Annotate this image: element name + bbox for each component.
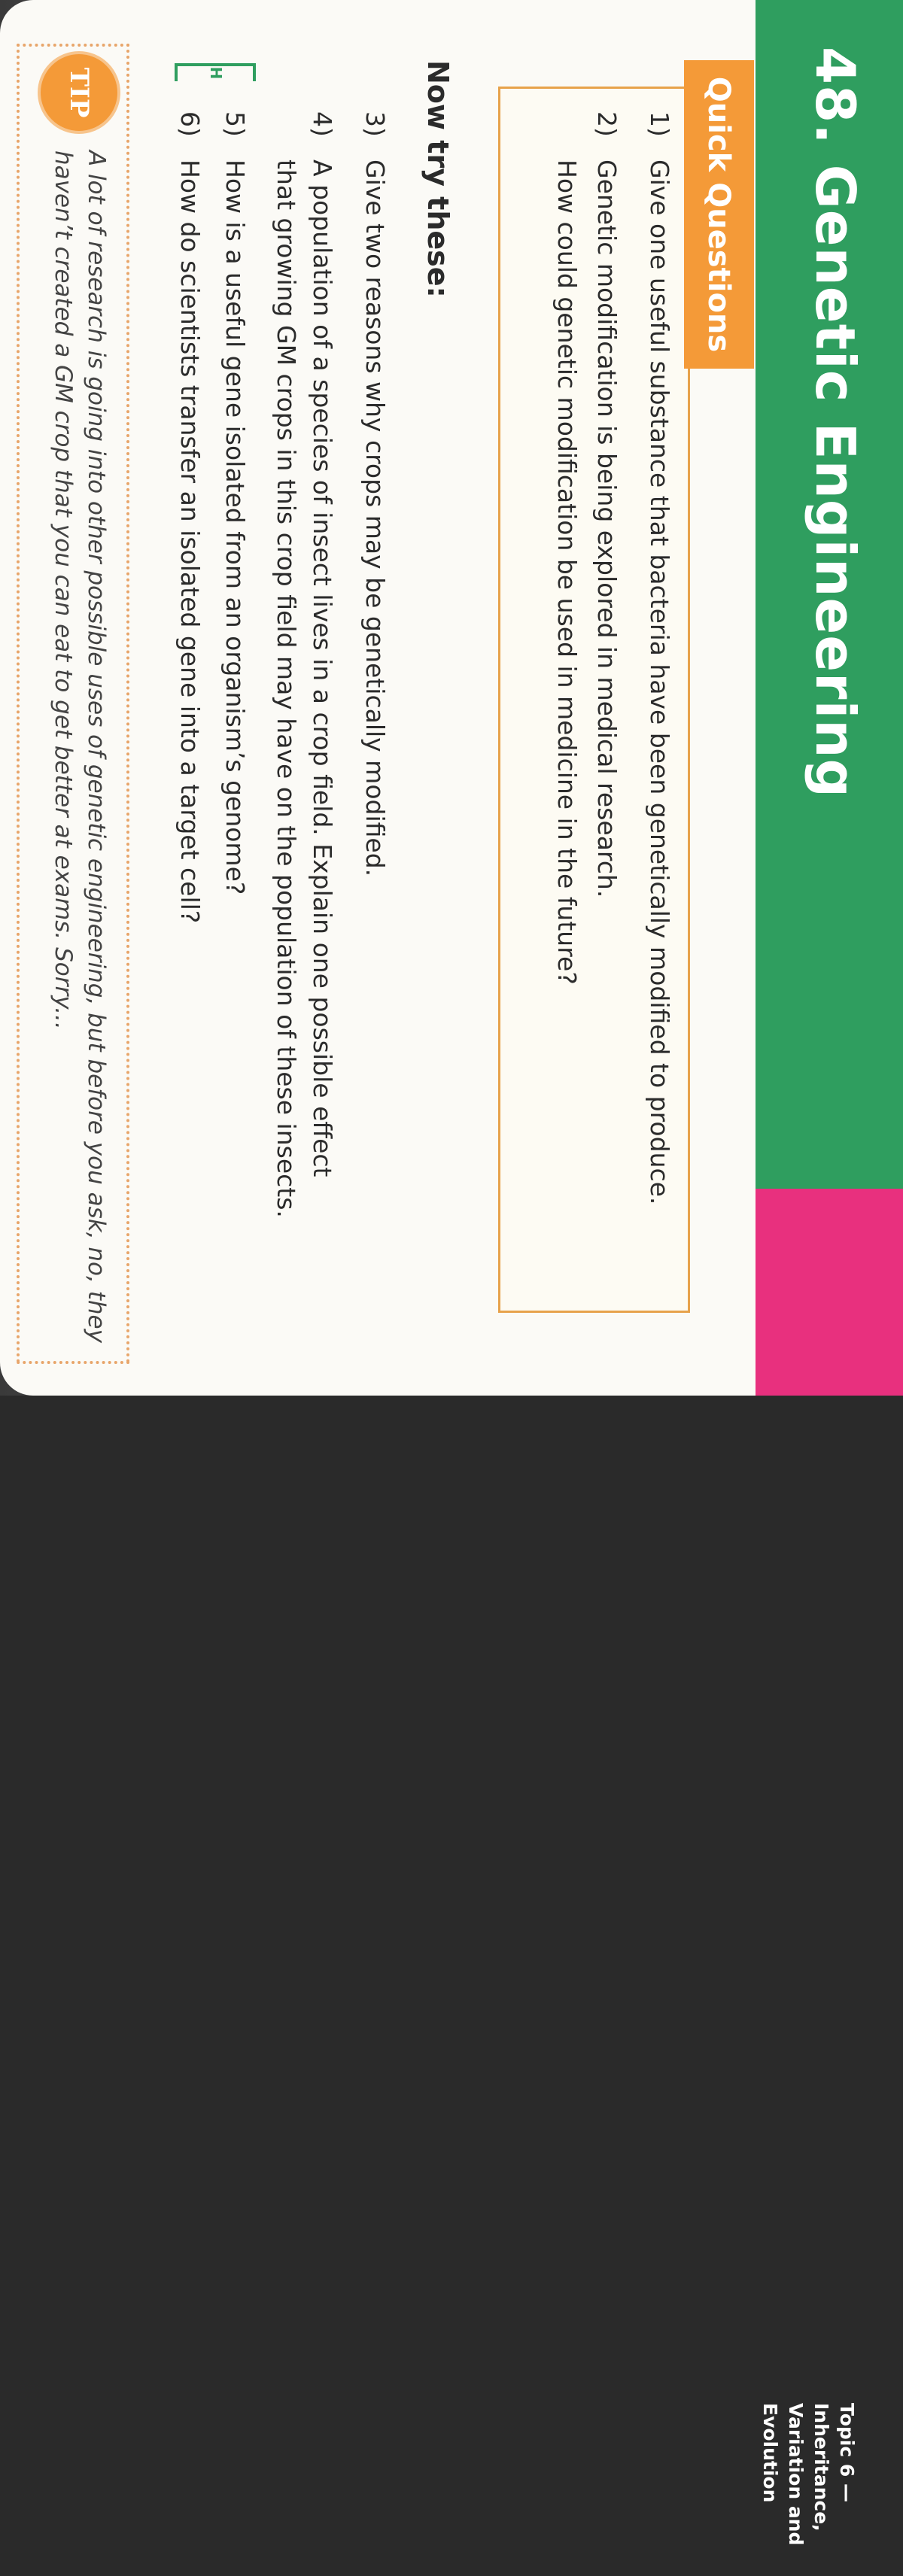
question-number: 2) [592,111,622,137]
question-text: Give two reasons why crops may be genetically modified. [360,159,390,877]
tip-text: A lot of research is going into other possible uses of genetic engineering, but before you ask, no, they haven’t created a GM crop that you can eat to get better at exams. Sorry... [50,150,110,1343]
title-bar [756,0,903,1189]
question-1 [643,111,676,1204]
question-5 [218,111,251,895]
question-number: 5) [220,111,250,137]
question-2 [590,111,623,898]
topic-tab [756,1189,903,2546]
question-text: How is a useful gene isolated from an organism’s genome? [220,159,250,895]
question-text: Genetic modification is being explored in medical research. [592,159,622,898]
question-number: 3) [360,111,390,137]
question-4 [306,111,339,1177]
question-text: A population of a species of insect lives in a crop field. Explain one possible effect [308,159,337,1177]
topic-label: Topic 6 — Inheritance, Variation and Evolution [759,2403,858,2546]
question-text: How do scientists transfer an isolated gene into a target cell? [175,159,205,924]
question-3 [358,111,391,876]
higher-tier-bracket-icon [173,60,257,86]
question-text: Give one useful substance that bacteria have been genetically modified to produce. [645,159,674,1205]
higher-tier-mark: H [207,66,225,80]
question-2-continued: How could genetic modification be used in medicine in the future? [552,159,582,985]
page-title: 48. Genetic Engineering [804,47,867,799]
now-try-heading: Now try these: [421,60,455,298]
tip-badge: TIP [38,51,120,134]
question-number: 6) [175,111,205,137]
question-number: 1) [645,111,674,137]
question-number: 4) [308,111,337,137]
quick-questions-heading: Quick Questions [684,60,754,369]
question-4-continued: that growing GM crops in this crop field may have on the population of these insects. [272,159,301,1218]
question-6 [173,111,206,923]
